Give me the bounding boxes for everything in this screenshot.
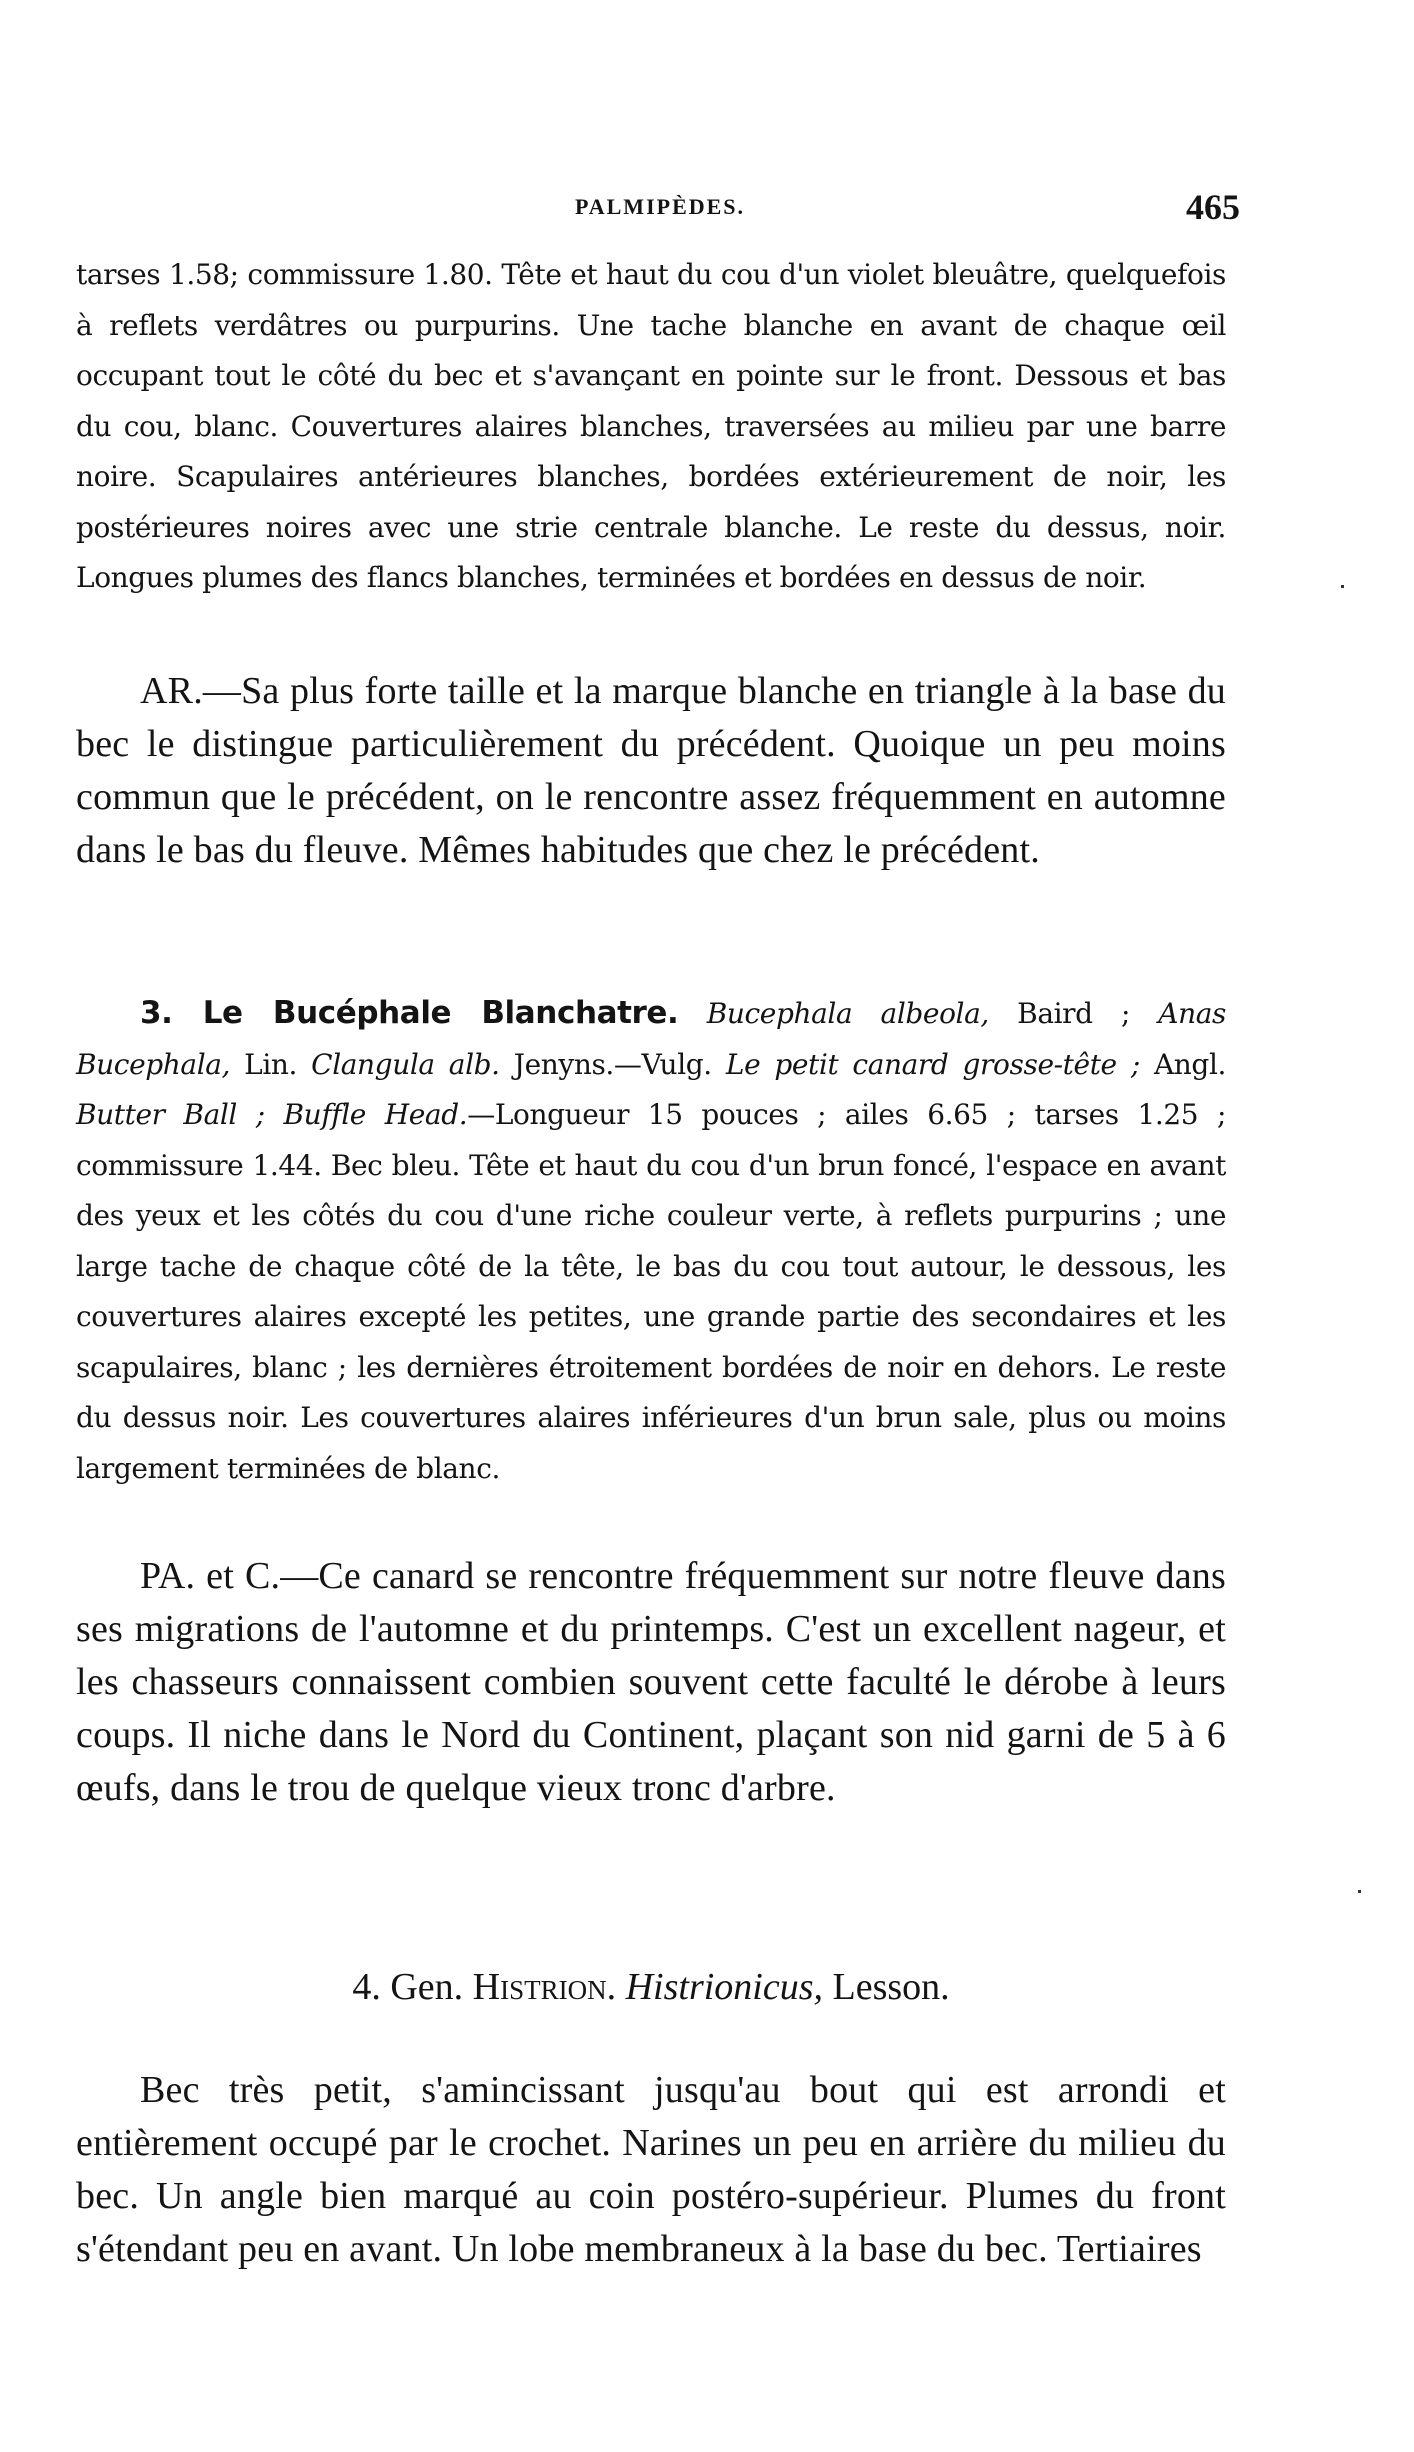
species-heading: 3. Le Bucéphale Blanchatre. bbox=[140, 995, 679, 1031]
synonym: Anas Bucephala, bbox=[76, 997, 1226, 1081]
genus-heading bbox=[76, 1965, 1226, 2009]
genus-author: Lesson. bbox=[823, 1966, 950, 2008]
species-entry bbox=[76, 988, 1226, 1494]
scientific-name: Bucephala albeola, bbox=[706, 997, 989, 1030]
author-citation: Baird ; bbox=[988, 997, 1159, 1030]
english-label: Angl. bbox=[1139, 1047, 1226, 1081]
margin-mark bbox=[1358, 1890, 1361, 1893]
margin-mark bbox=[1341, 585, 1344, 588]
author-citation: Jenyns.—Vulg. bbox=[499, 1047, 726, 1081]
genus-name: Histrion. bbox=[472, 1966, 617, 2008]
vulgar-name: Le petit canard grosse-tête ; bbox=[725, 1047, 1140, 1081]
habits-paragraph: PA. et C.—Ce canard se rencontre fréquemment sur notre fleuve dans ses migrations de l'automne et du printemps. C'est un excellent nageur, et les chasseurs connaissent combien souvent cette faculté le dérobe à leurs coups. Il niche dans le Nord du Continent, plaçant son nid garni de 5 à 6 œufs, dans le trou de quelque vieux tronc d'arbre. bbox=[76, 1555, 1226, 1809]
author-citation: Lin. bbox=[230, 1047, 312, 1081]
distribution-paragraph: AR.—Sa plus forte taille et la marque blanche en triangle à la base du bec le distingue particulièrement du précédent. Quoique un peu moins commun que le précédent, on le rencontre assez fréquemment en automne dans le bas du fleuve. Mêmes habitudes que chez le précédent. bbox=[76, 670, 1226, 871]
synonym: Clangula alb. bbox=[311, 1047, 500, 1081]
running-title: PALMIPÈDES. bbox=[574, 194, 746, 219]
page-number: 465 bbox=[1186, 187, 1240, 227]
genus-description: Bec très petit, s'amincissant jusqu'au bout qui est arrondi et entièrement occupé par le crochet. Narines un peu en arrière du milieu du bec. Un angle bien marqué au coin postéro-supérieur. Plumes du front s'étendant peu en avant. Un lobe membraneux à la base du bec. Tertiaires bbox=[76, 2069, 1226, 2270]
species-description: —Longueur 15 pouces ; ailes 6.65 ; tarses 1.25 ; commissure 1.44. Bec bleu. Tête et haut du cou d'un brun foncé, l'espace en avant des yeux et les côtés du cou d'une riche couleur verte, à reflets purpurins ; une large tache de chaque côté de la tête, le bas du cou tout autour, le dessous, les couvertures alaires excepté les petites, une grande partie des secondaires et les scapulaires, blanc ; les dernières étroitement bordées de noir en dehors. Le reste du dessus noir. Les couvertures alaires inférieures d'un brun sale, plus ou moins largement terminées de blanc. bbox=[76, 1098, 1226, 1485]
running-head bbox=[80, 186, 1240, 236]
description-paragraph: tarses 1.58; commissure 1.80. Tête et haut du cou d'un violet bleuâtre, quelquefois à reflets verdâtres ou purpurins. Une tache blanche en avant de chaque œil occupant tout le côté du bec et s'avançant en pointe sur le front. Dessous et bas du cou, blanc. Couvertures alaires blanches, traversées au milieu par une barre noire. Scapulaires antérieures blanches, bordées extérieurement de noir, les postérieures noires avec une strie centrale blanche. Le reste du dessus, noir. Longues plumes des flancs blanches, terminées et bordées en dessus de noir. bbox=[76, 258, 1226, 594]
genus-latin: Histrionicus, bbox=[625, 1966, 823, 2008]
english-name: Butter Ball ; Buffle Head. bbox=[76, 1098, 468, 1131]
genus-number: 4. Gen. bbox=[352, 1966, 473, 2008]
